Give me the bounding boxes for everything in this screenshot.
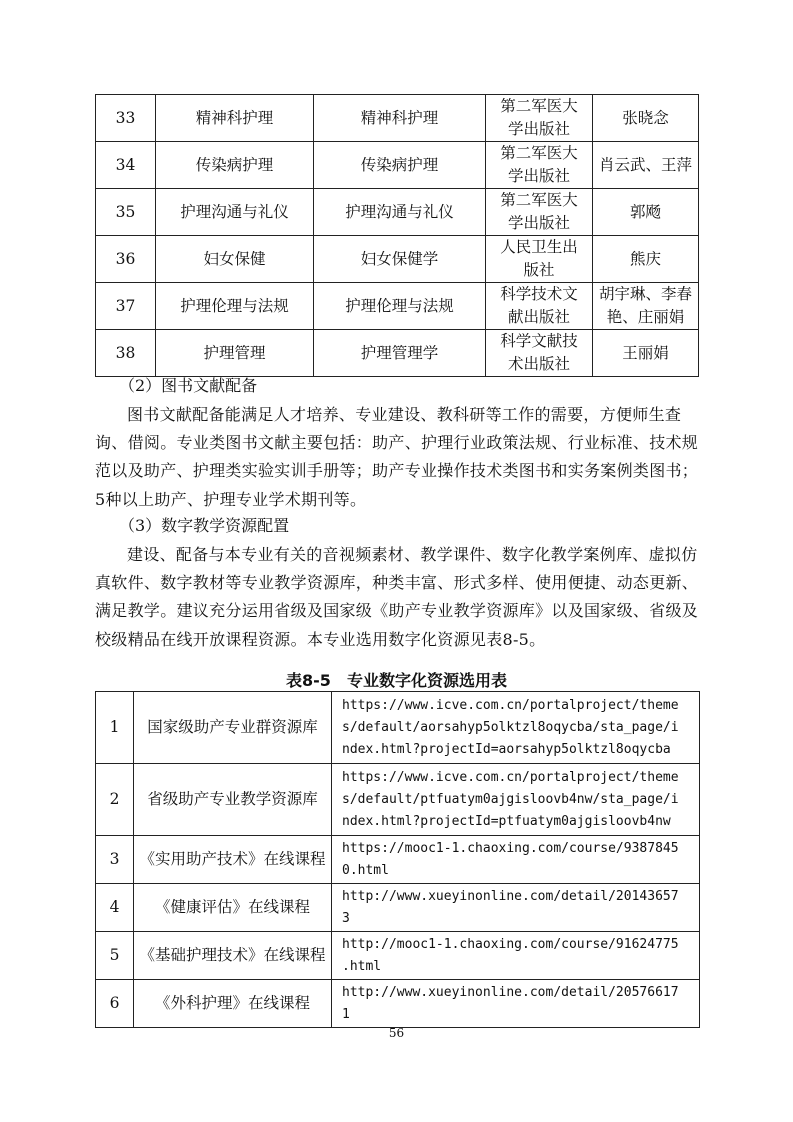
editor-cell <box>593 283 699 330</box>
resource-url-cell[interactable] <box>332 932 700 980</box>
row-number-cell: 3 <box>96 836 134 884</box>
publisher-cell-line: 科学文献技 <box>500 332 578 350</box>
textbook-table <box>95 94 699 377</box>
resource-url-cell[interactable] <box>332 884 700 932</box>
publisher-cell-line: 第二军医大 <box>500 144 578 162</box>
course-name-cell: 传染病护理 <box>156 142 314 189</box>
resource-url-line[interactable]: http://www.xueyinonline.com/detail/20143657 <box>342 888 679 904</box>
resource-url-line[interactable]: 1 <box>342 1006 350 1022</box>
section-heading-books: （2）图书文献配备 <box>119 376 258 395</box>
publisher-cell <box>486 283 593 330</box>
editor-cell <box>593 142 699 189</box>
resource-name-cell: 《外科护理》在线课程 <box>134 980 332 1028</box>
resource-url-line[interactable]: https://mooc1-1.chaoxing.com/course/9387845 <box>342 840 679 856</box>
resource-name-cell: 省级助产专业教学资源库 <box>134 764 332 836</box>
row-number-cell: 33 <box>96 95 156 142</box>
table-row <box>96 836 700 884</box>
table-row <box>96 932 700 980</box>
course-name-cell: 护理沟通与礼仪 <box>156 189 314 236</box>
resource-url-cell[interactable] <box>332 764 700 836</box>
table-row <box>96 764 700 836</box>
editor-cell-line: 王丽娟 <box>622 343 669 362</box>
editor-cell-line: 胡宇琳、李春 <box>598 285 692 303</box>
resource-url-line[interactable]: .html <box>342 958 382 974</box>
resource-url-cell[interactable] <box>332 692 700 764</box>
publisher-cell-line: 第二军医大 <box>500 97 578 115</box>
row-number-cell: 37 <box>96 283 156 330</box>
row-number-cell: 35 <box>96 189 156 236</box>
publisher-cell-line: 术出版社 <box>507 355 570 373</box>
resource-name-cell: 国家级助产专业群资源库 <box>134 692 332 764</box>
resource-name-cell: 《实用助产技术》在线课程 <box>134 836 332 884</box>
editor-cell-line: 艳、庄丽娟 <box>606 308 685 326</box>
publisher-cell-line: 学出版社 <box>507 120 570 138</box>
paragraph-books: 图书文献配备能满足人才培养、专业建设、教科研等工作的需要，方便师生查询、借阅。专业类图书文献主要包括：助产、护理行业政策法规、行业标准、技术规范以及助产、护理类实验实训手册等；助产专业操作技术类图书和实务案例类图书；5种以上助产、护理专业学术期刊等。 <box>95 405 699 509</box>
paragraph-digital: 建设、配备与本专业有关的音视频素材、教学课件、数字化教学案例库、虚拟仿真软件、数字教材等专业教学资源库，种类丰富、形式多样、使用便捷、动态更新、满足教学。建议充分运用省级及国家级《助产专业教学资源库》以及国家级、省级及校级精品在线开放课程资源。本专业选用数字化资源见表8-5。 <box>95 545 699 649</box>
resource-url-line[interactable]: 3 <box>342 910 350 926</box>
publisher-cell-line: 学出版社 <box>507 167 570 185</box>
editor-cell <box>593 330 699 377</box>
publisher-cell <box>486 142 593 189</box>
table-row <box>96 692 700 764</box>
row-number-cell: 4 <box>96 884 134 932</box>
editor-cell-line: 张晓念 <box>622 108 669 127</box>
row-number-cell: 5 <box>96 932 134 980</box>
resource-url-line[interactable]: http://mooc1-1.chaoxing.com/course/91624775 <box>342 936 679 952</box>
resource-url-line[interactable]: https://www.icve.com.cn/portalproject/theme <box>342 697 679 713</box>
publisher-cell-line: 第二军医大 <box>500 191 578 209</box>
textbook-name-cell: 妇女保健学 <box>314 236 486 283</box>
table-row <box>96 189 699 236</box>
row-number-cell: 2 <box>96 764 134 836</box>
textbook-name-cell: 传染病护理 <box>314 142 486 189</box>
resource-url-line[interactable]: ndex.html?projectId=ptfuatym0ajgisloovb4nw <box>342 813 671 829</box>
table-row <box>96 142 699 189</box>
course-name-cell: 护理伦理与法规 <box>156 283 314 330</box>
digital-resource-table <box>95 691 700 1028</box>
section-heading-digital: （3）数字教学资源配置 <box>119 516 290 535</box>
publisher-cell-line: 版社 <box>523 261 555 279</box>
course-name-cell: 护理管理 <box>156 330 314 377</box>
row-number-cell: 38 <box>96 330 156 377</box>
textbook-name-cell: 精神科护理 <box>314 95 486 142</box>
publisher-cell <box>486 95 593 142</box>
textbook-name-cell: 护理沟通与礼仪 <box>314 189 486 236</box>
row-number-cell: 6 <box>96 980 134 1028</box>
table-row <box>96 330 699 377</box>
row-number-cell: 1 <box>96 692 134 764</box>
publisher-cell-line: 献出版社 <box>507 308 570 326</box>
table-row <box>96 283 699 330</box>
table-row <box>96 236 699 283</box>
table-row <box>96 95 699 142</box>
resource-url-line[interactable]: 0.html <box>342 862 389 878</box>
table-row <box>96 884 700 932</box>
table-row <box>96 980 700 1028</box>
resource-name-cell: 《健康评估》在线课程 <box>134 884 332 932</box>
editor-cell <box>593 189 699 236</box>
editor-cell-line: 熊庆 <box>629 249 661 268</box>
course-name-cell: 精神科护理 <box>156 95 314 142</box>
publisher-cell <box>486 189 593 236</box>
editor-cell-line: 郭飏 <box>629 202 661 221</box>
resource-url-line[interactable]: ndex.html?projectId=aorsahyp5olktzl8oqycba <box>342 741 671 757</box>
publisher-cell-line: 科学技术文 <box>500 285 578 303</box>
resource-name-cell: 《基础护理技术》在线课程 <box>134 932 332 980</box>
publisher-cell-line: 人民卫生出 <box>500 238 578 256</box>
resource-url-line[interactable]: s/default/ptfuatym0ajgisloovb4nw/sta_page/i <box>342 791 679 807</box>
course-name-cell: 妇女保健 <box>156 236 314 283</box>
publisher-cell-line: 学出版社 <box>507 214 570 232</box>
resource-url-line[interactable]: https://www.icve.com.cn/portalproject/theme <box>342 769 679 785</box>
resource-url-line[interactable]: http://www.xueyinonline.com/detail/20576617 <box>342 984 679 1000</box>
editor-cell-line: 肖云武、王萍 <box>598 155 692 174</box>
row-number-cell: 36 <box>96 236 156 283</box>
resource-url-cell[interactable] <box>332 836 700 884</box>
textbook-name-cell: 护理管理学 <box>314 330 486 377</box>
resource-url-cell[interactable] <box>332 980 700 1028</box>
editor-cell <box>593 95 699 142</box>
resource-url-line[interactable]: s/default/aorsahyp5olktzl8oqycba/sta_page/i <box>342 719 679 735</box>
page-number: 56 <box>388 1026 405 1040</box>
editor-cell <box>593 236 699 283</box>
publisher-cell <box>486 330 593 377</box>
textbook-name-cell: 护理伦理与法规 <box>314 283 486 330</box>
row-number-cell: 34 <box>96 142 156 189</box>
publisher-cell <box>486 236 593 283</box>
table-caption: 表8-5 专业数字化资源选用表 <box>286 671 507 690</box>
